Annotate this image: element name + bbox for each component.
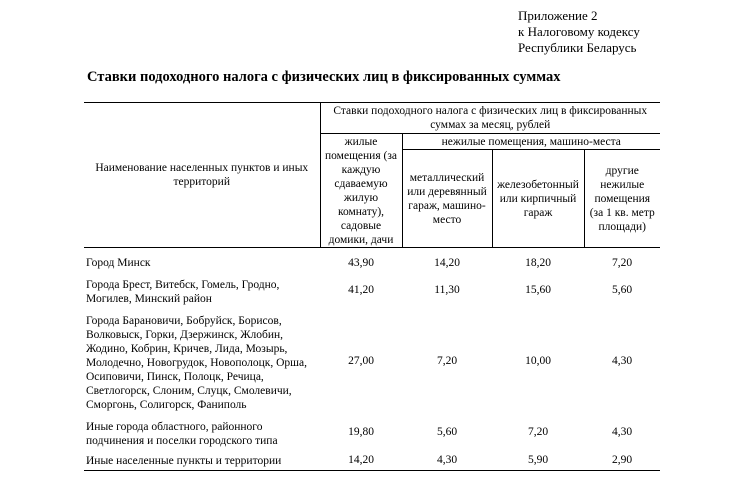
table-row <box>84 450 660 471</box>
row-locality-name: Город Минск <box>86 257 151 269</box>
table-row <box>84 272 660 308</box>
rate-residential: 27,00 <box>348 355 374 367</box>
rate-other: 2,90 <box>584 450 660 471</box>
table-row <box>84 308 660 414</box>
tax-rates-table <box>84 102 660 471</box>
rate-other: 4,30 <box>611 355 633 367</box>
rate-concrete-garage: 5,90 <box>492 450 584 471</box>
rate-concrete-garage: 10,00 <box>525 355 551 367</box>
row-locality-name: Города Барановичи, Бобруйск, Борисов, Волковыск, Горки, Дзержинск, Жлобин, Жодино, Кобрин, Кричев, Лида, Мозырь, Молодечно, Новогрудок, Новополоцк, Орша, Осиповичи, Пинск, Полоцк, Речица, Светлогорск, Слоним, Слуцк, Смолевичи, Сморгонь, Солигорск, Фаниполь <box>86 315 308 411</box>
header-nonresidential-group: нежилые помещения, машино-места <box>402 134 660 150</box>
rate-residential: 43,90 <box>348 257 374 269</box>
header-metal-garage: металлический или деревянный гараж, машино-место <box>402 150 492 248</box>
rate-residential: 14,20 <box>320 450 402 471</box>
appendix-line-1: Приложение 2 <box>518 8 598 23</box>
row-locality-name: Иные города областного, районного подчинения и поселки городского типа <box>86 421 278 447</box>
appendix-line-2: к Налоговому кодексу <box>518 24 640 39</box>
header-locality: Наименование населенных пунктов и иных территорий <box>84 103 320 248</box>
rate-metal-garage: 7,20 <box>436 355 458 367</box>
header-concrete-garage: железобетонный или кирпичный гараж <box>492 150 584 248</box>
header-residential: жилые помещения (за каждую сдаваемую жилую комнату), садовые домики, дачи <box>320 134 402 248</box>
rate-other: 7,20 <box>611 257 633 269</box>
rate-concrete-garage: 18,20 <box>525 257 551 269</box>
header-rates-group: Ставки подоходного налога с физических лиц в фиксированных суммах за месяц, рублей <box>320 103 660 134</box>
rate-other: 5,60 <box>611 284 633 296</box>
rate-residential: 41,20 <box>348 284 374 296</box>
rate-residential: 19,80 <box>348 426 374 438</box>
rate-concrete-garage: 15,60 <box>525 284 551 296</box>
rate-metal-garage: 5,60 <box>436 426 458 438</box>
header-other-nonresidential: другие нежилые помещения (за 1 кв. метр площади) <box>584 150 660 248</box>
row-locality-name: Города Брест, Витебск, Гомель, Гродно, Могилев, Минский район <box>86 279 280 305</box>
table-row <box>84 414 660 450</box>
rate-concrete-garage: 7,20 <box>527 426 549 438</box>
rate-metal-garage: 11,30 <box>434 284 460 296</box>
rate-metal-garage: 4,30 <box>402 450 492 471</box>
appendix-line-3: Республики Беларусь <box>518 40 637 55</box>
appendix-reference <box>518 8 640 56</box>
document-title: Ставки подоходного налога с физических лиц в фиксированных суммах <box>87 69 561 85</box>
rate-other: 4,30 <box>611 426 633 438</box>
row-locality-name: Иные населенные пункты и территории <box>84 450 320 471</box>
table-row <box>84 248 660 273</box>
rate-metal-garage: 14,20 <box>434 257 460 269</box>
